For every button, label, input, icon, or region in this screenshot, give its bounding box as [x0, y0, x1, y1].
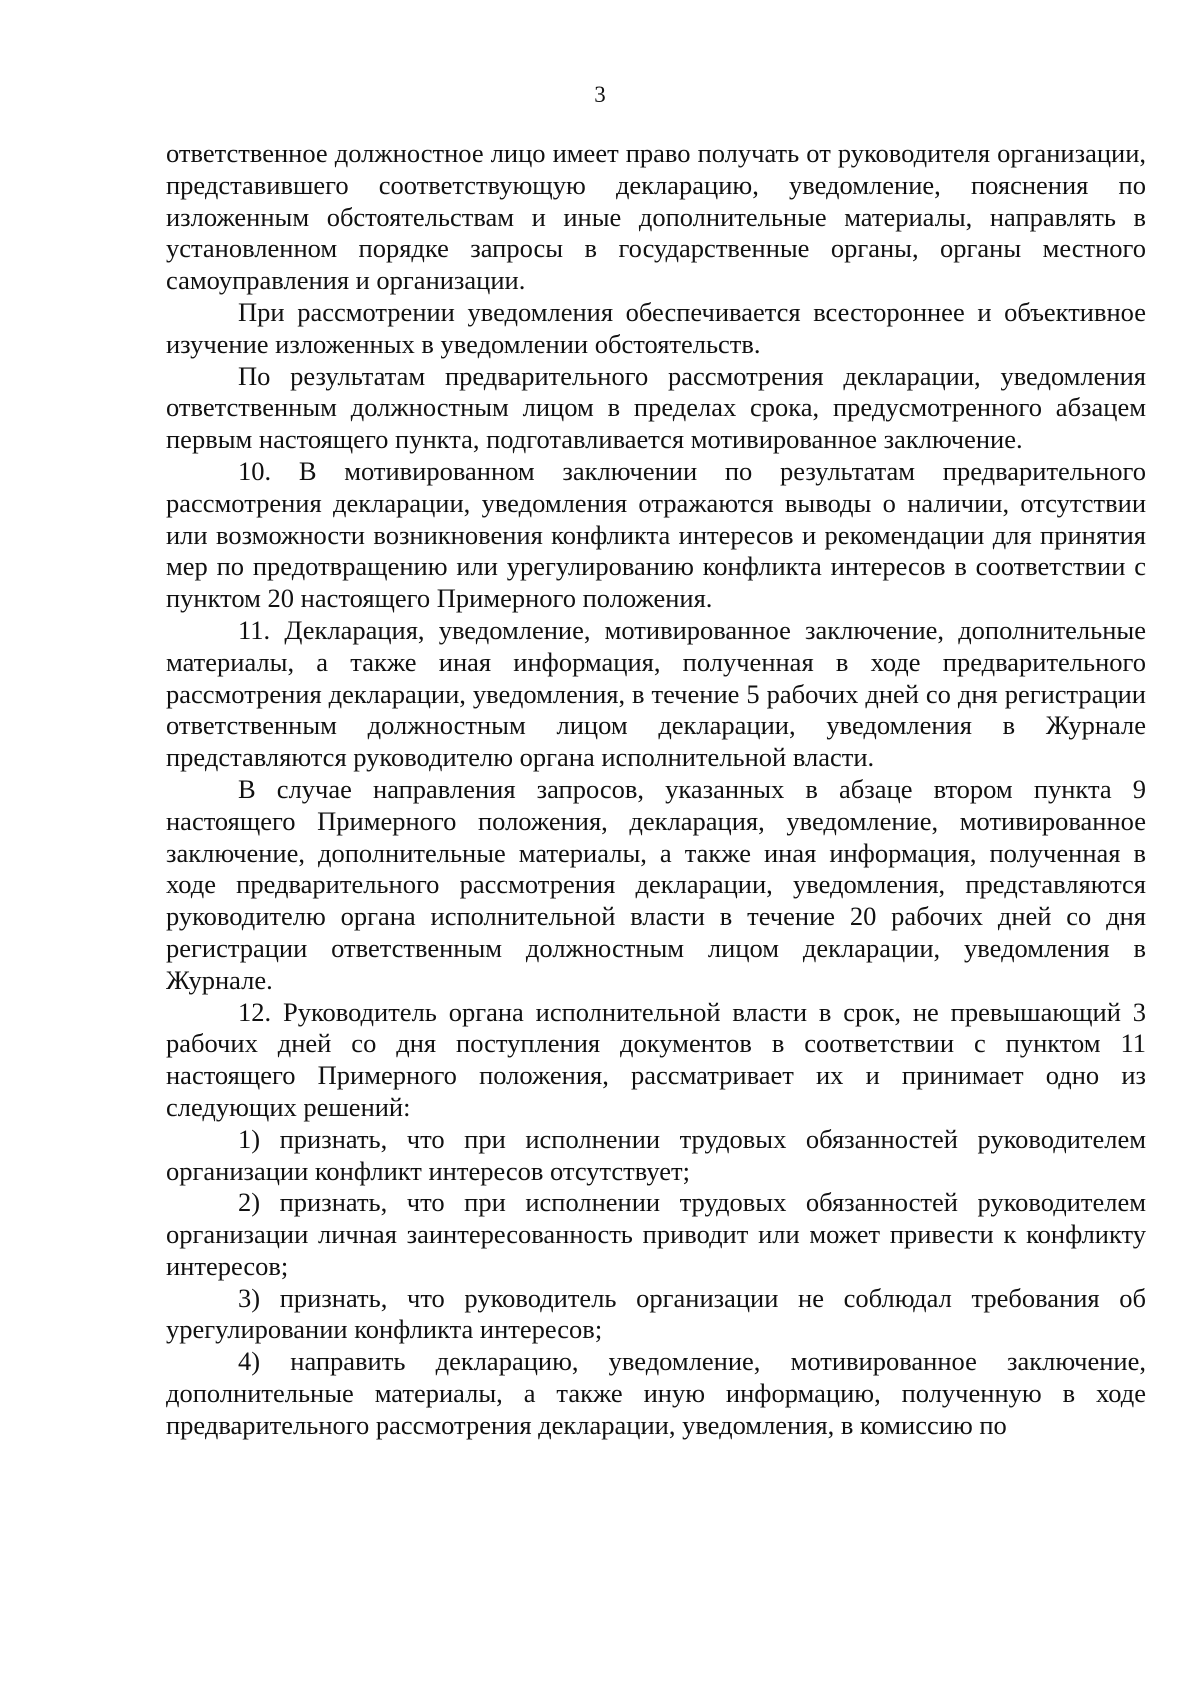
paragraph: В случае направления запросов, указанных в абзаце втором пункта 9 настоящего Примерного положения, декларация, уведомление, мотивированное заключение, дополнительные материалы, а также иная информация, полученная в ходе предварительного рассмотрения декларации, уведомления, представляются руководителю органа исполнительной власти в течение 20 рабочих дней со дня регистрации ответственным должностным лицом декларации, уведомления в Журнале.: [166, 773, 1146, 995]
paragraph-item-11: 11. Декларация, уведомление, мотивированное заключение, дополнительные материалы, а также иная информация, полученная в ходе предварительного рассмотрения декларации, уведомления, в течение 5 рабочих дней со дня регистрации ответственным должностным лицом декларации, уведомления в Журнале представляются руководителю органа исполнительной власти.: [166, 614, 1146, 773]
page-number: 3: [594, 82, 606, 107]
paragraph: ответственное должностное лицо имеет право получать от руководителя организации, представившего соответствующую декларацию, уведомление, пояснения по изложенным обстоятельствам и иные дополнительные материалы, направлять в установленном порядке запросы в государственные органы, органы местного самоуправления и организации.: [166, 138, 1146, 296]
list-item-decision-4: 4) направить декларацию, уведомление, мотивированное заключение, дополнительные материалы, а также иную информацию, полученную в ходе предварительного рассмотрения декларации, уведомления, в комиссию по: [166, 1346, 1146, 1440]
list-item-decision-2: 2) признать, что при исполнении трудовых обязанностей руководителем организации личная заинтересованность приводит или может привести к конфликту интересов;: [166, 1187, 1146, 1281]
paragraph-item-12: 12. Руководитель органа исполнительной власти в срок, не превышающий 3 рабочих дней со дня поступления документов в соответствии с пунктом 11 настоящего Примерного положения, рассматривает их и принимает одно из следующих решений:: [166, 996, 1146, 1122]
document-body: [166, 138, 1146, 1442]
paragraph: При рассмотрении уведомления обеспечивается всестороннее и объективное изучение изложенных в уведомлении обстоятельств.: [166, 296, 1146, 359]
list-item-decision-1: 1) признать, что при исполнении трудовых обязанностей руководителем организации конфликт интересов отсутствует;: [166, 1123, 1146, 1186]
list-item-decision-3: 3) признать, что руководитель организации не соблюдал требования об урегулировании конфликта интересов;: [166, 1282, 1146, 1345]
paragraph-item-10: 10. В мотивированном заключении по результатам предварительного рассмотрения декларации, уведомления отражаются выводы о наличии, отсутствии или возможности возникновения конфликта интересов и рекомендации для принятия мер по предотвращению или урегулированию конфликта интересов в соответствии с пунктом 20 настоящего Примерного положения.: [166, 455, 1146, 614]
paragraph: По результатам предварительного рассмотрения декларации, уведомления ответственным должностным лицом в пределах срока, предусмотренного абзацем первым настоящего пункта, подготавливается мотивированное заключение.: [166, 360, 1146, 455]
